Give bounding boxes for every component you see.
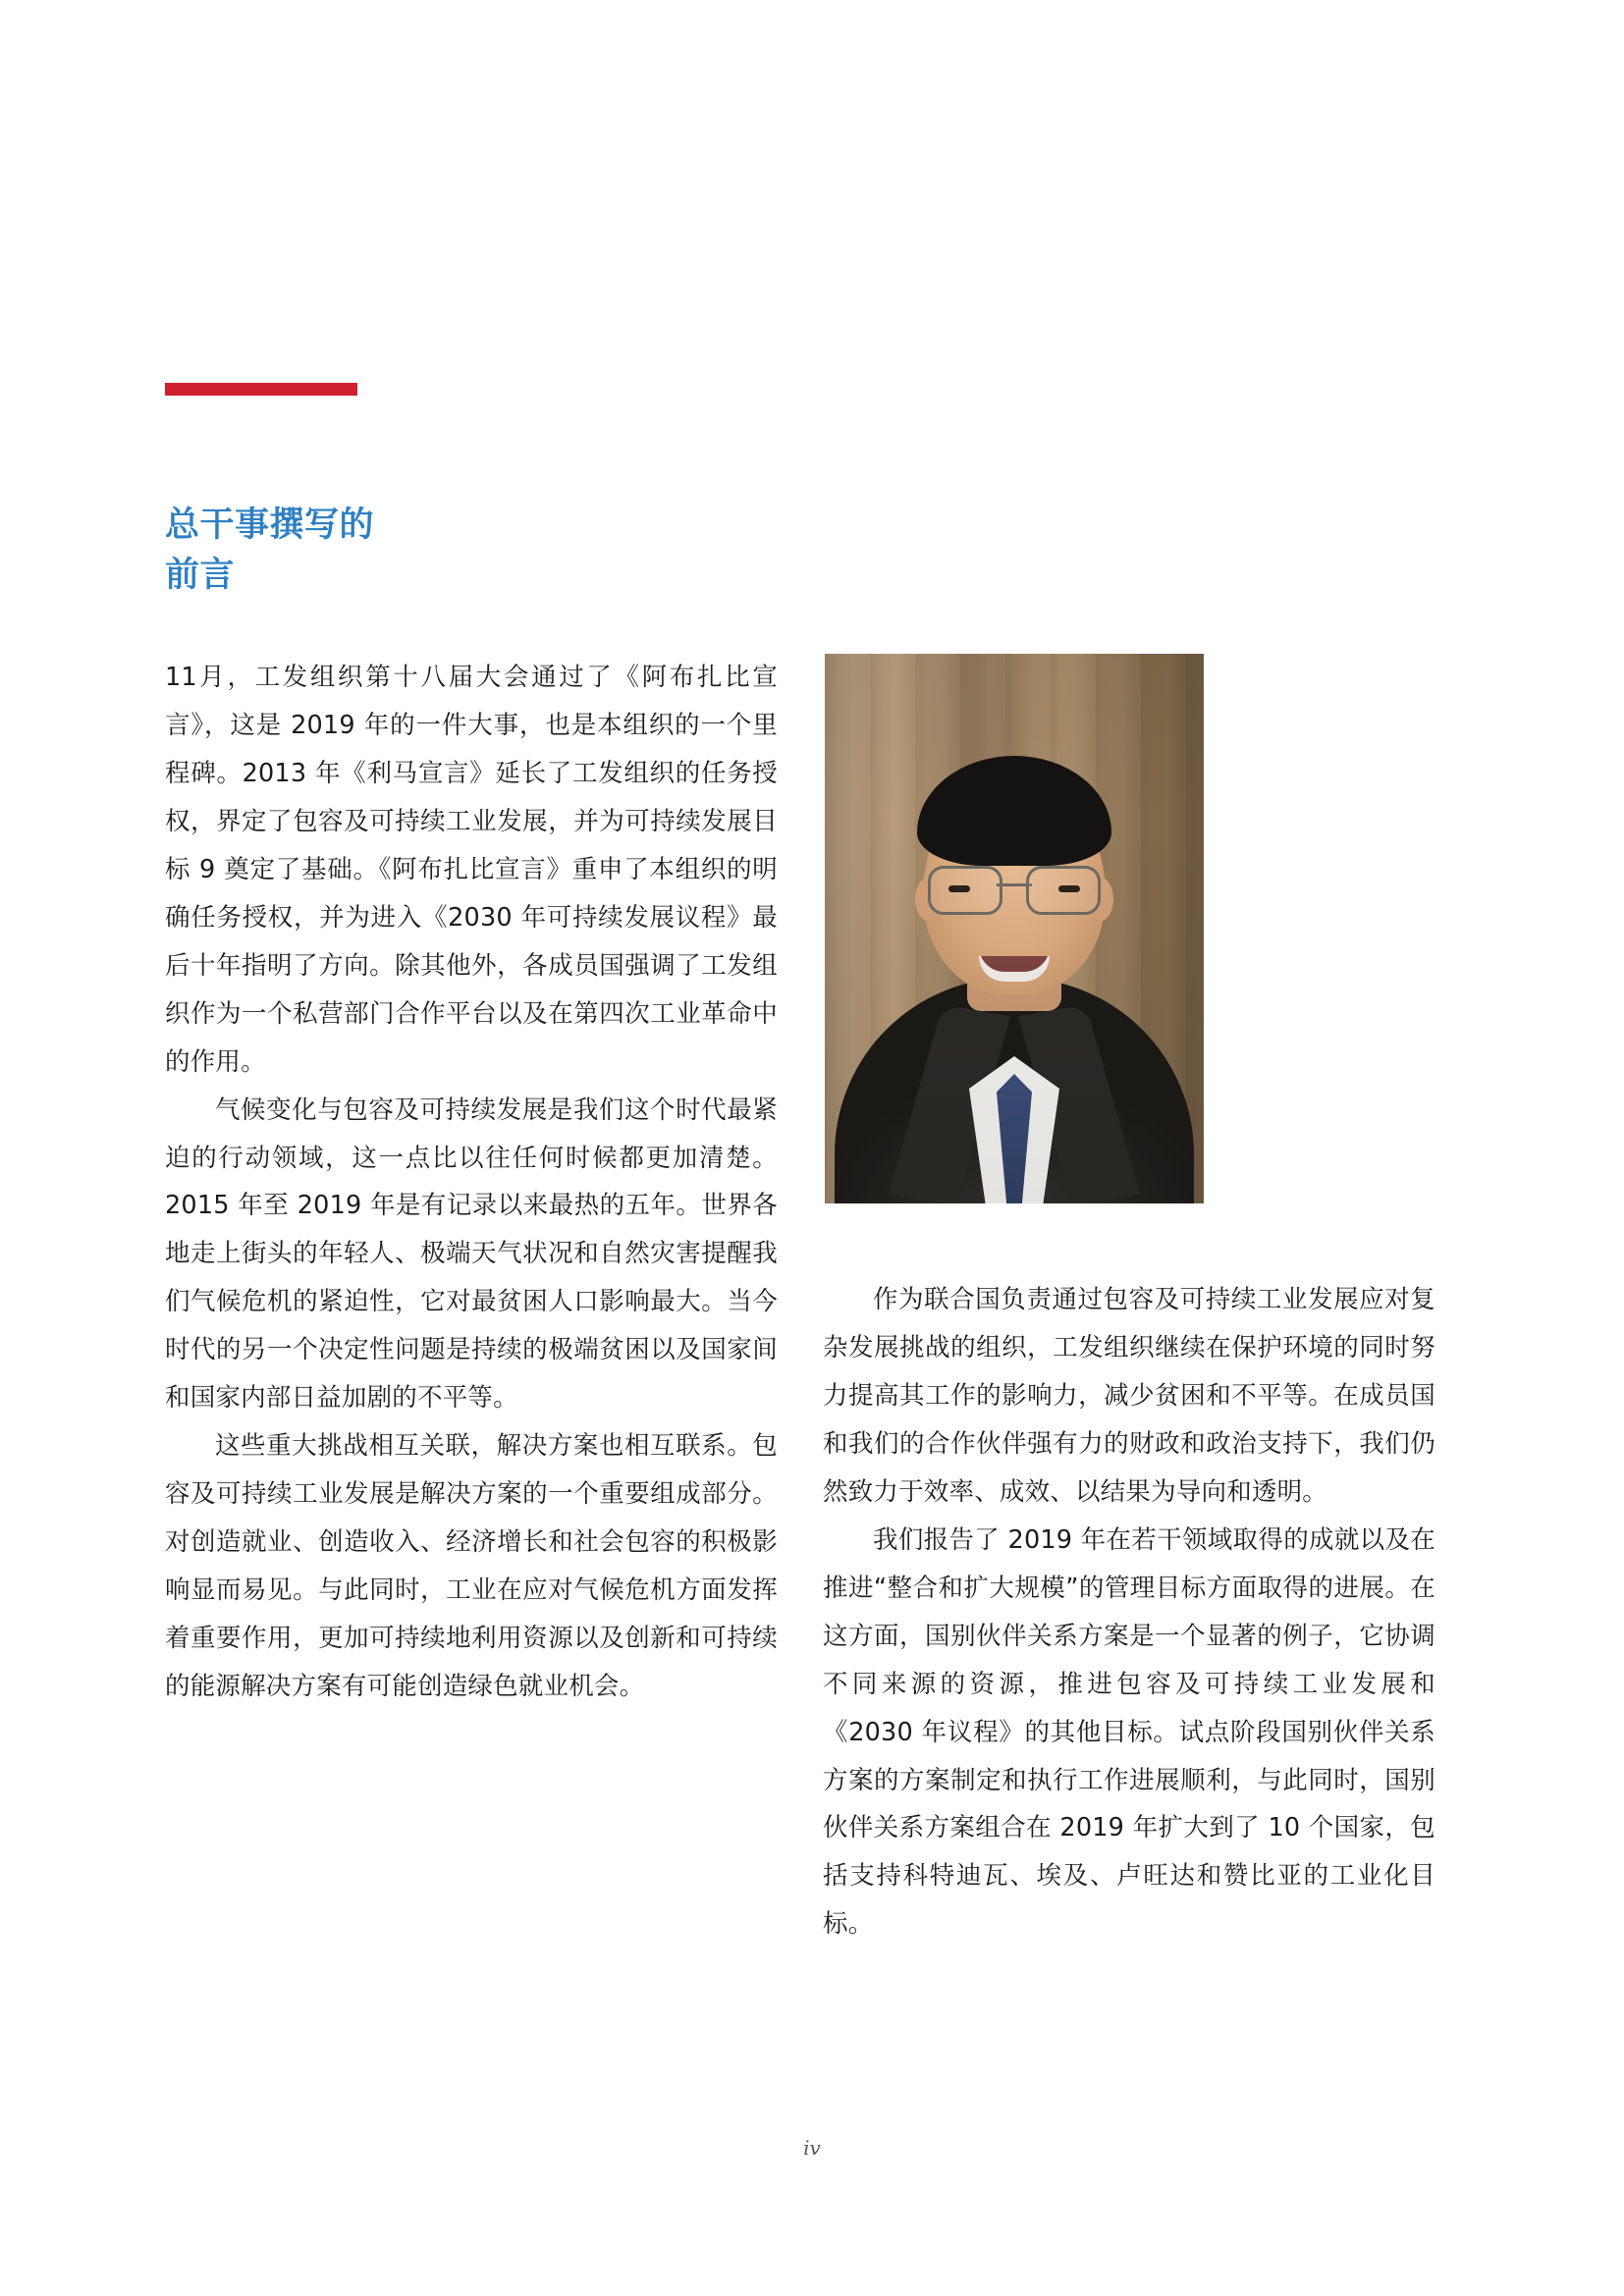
- accent-rule: [165, 383, 357, 396]
- paragraph: 这些重大挑战相互关联，解决方案也相互联系。包容及可持续工业发展是解决方案的一个重要组成部分。对创造就业、创造收入、经济增长和社会包容的积极影响显而易见。与此同时，工业在应对气候危机方面发挥着重要作用，更加可持续地利用资源以及创新和可持续的能源解决方案有可能创造绿色就业机会。: [165, 1431, 778, 1702]
- portrait-shading: [825, 654, 1204, 1203]
- page-title-line-1: 总干事撰写的: [165, 506, 375, 545]
- paragraph: 11月，工发组织第十八届大会通过了《阿布扎比宣言》，这是 2019 年的一件大事，也是本组织的一个里程碑。2013 年《利马宣言》延长了工发组织的任务授权，界定了包容及可持续工业发展，并为可持续发展目标 9 奠定了基础。《阿布扎比宣言》重申了本组织的明确任务授权，并为进入《2030 年可持续发展议程》最后十年指明了方向。除其他外，各成员国强调了工发组织作为一个私营部门合作平台以及在第四次工业革命中的作用。: [165, 663, 778, 1077]
- paragraph: 我们报告了 2019 年在若干领域取得的成就以及在推进“整合和扩大规模”的管理目标方面取得的进展。在这方面，国别伙伴关系方案是一个显著的例子，它协调不同来源的资源，推进包容及可持续工业发展和《2030 年议程》的其他目标。试点阶段国别伙伴关系方案的方案制定和执行工作进展顺利，与此同时，国别伙伴关系方案组合在 2019 年扩大到了 10 个国家，包括支持科特迪瓦、埃及、卢旺达和赞比亚的工业化目标。: [823, 1524, 1435, 1940]
- body-column-left: [165, 654, 778, 1711]
- page-title-line-2: 前言: [165, 555, 236, 595]
- page-number: iv: [803, 2136, 821, 2160]
- paragraph: 作为联合国负责通过包容及可持续工业发展应对复杂发展挑战的组织，工发组织继续在保护环境的同时努力提高其工作的影响力，减少贫困和不平等。在成员国和我们的合作伙伴强有力的财政和政治支持下，我们仍然致力于效率、成效、以结果为导向和透明。: [823, 1285, 1435, 1507]
- body-column-right: [823, 1276, 1435, 1949]
- director-general-portrait: [825, 654, 1204, 1203]
- page-title: [165, 501, 852, 601]
- paragraph: 气候变化与包容及可持续发展是我们这个时代最紧迫的行动领域，这一点比以往任何时候都更加清楚。2015 年至 2019 年是有记录以来最热的五年。世界各地走上街头的年轻人、极端天气状况和自然灾害提醒我们气候危机的紧迫性，它对最贫困人口影响最大。当今时代的另一个决定性问题是持续的极端贫困以及国家间和国家内部日益加剧的不平等。: [165, 1095, 778, 1414]
